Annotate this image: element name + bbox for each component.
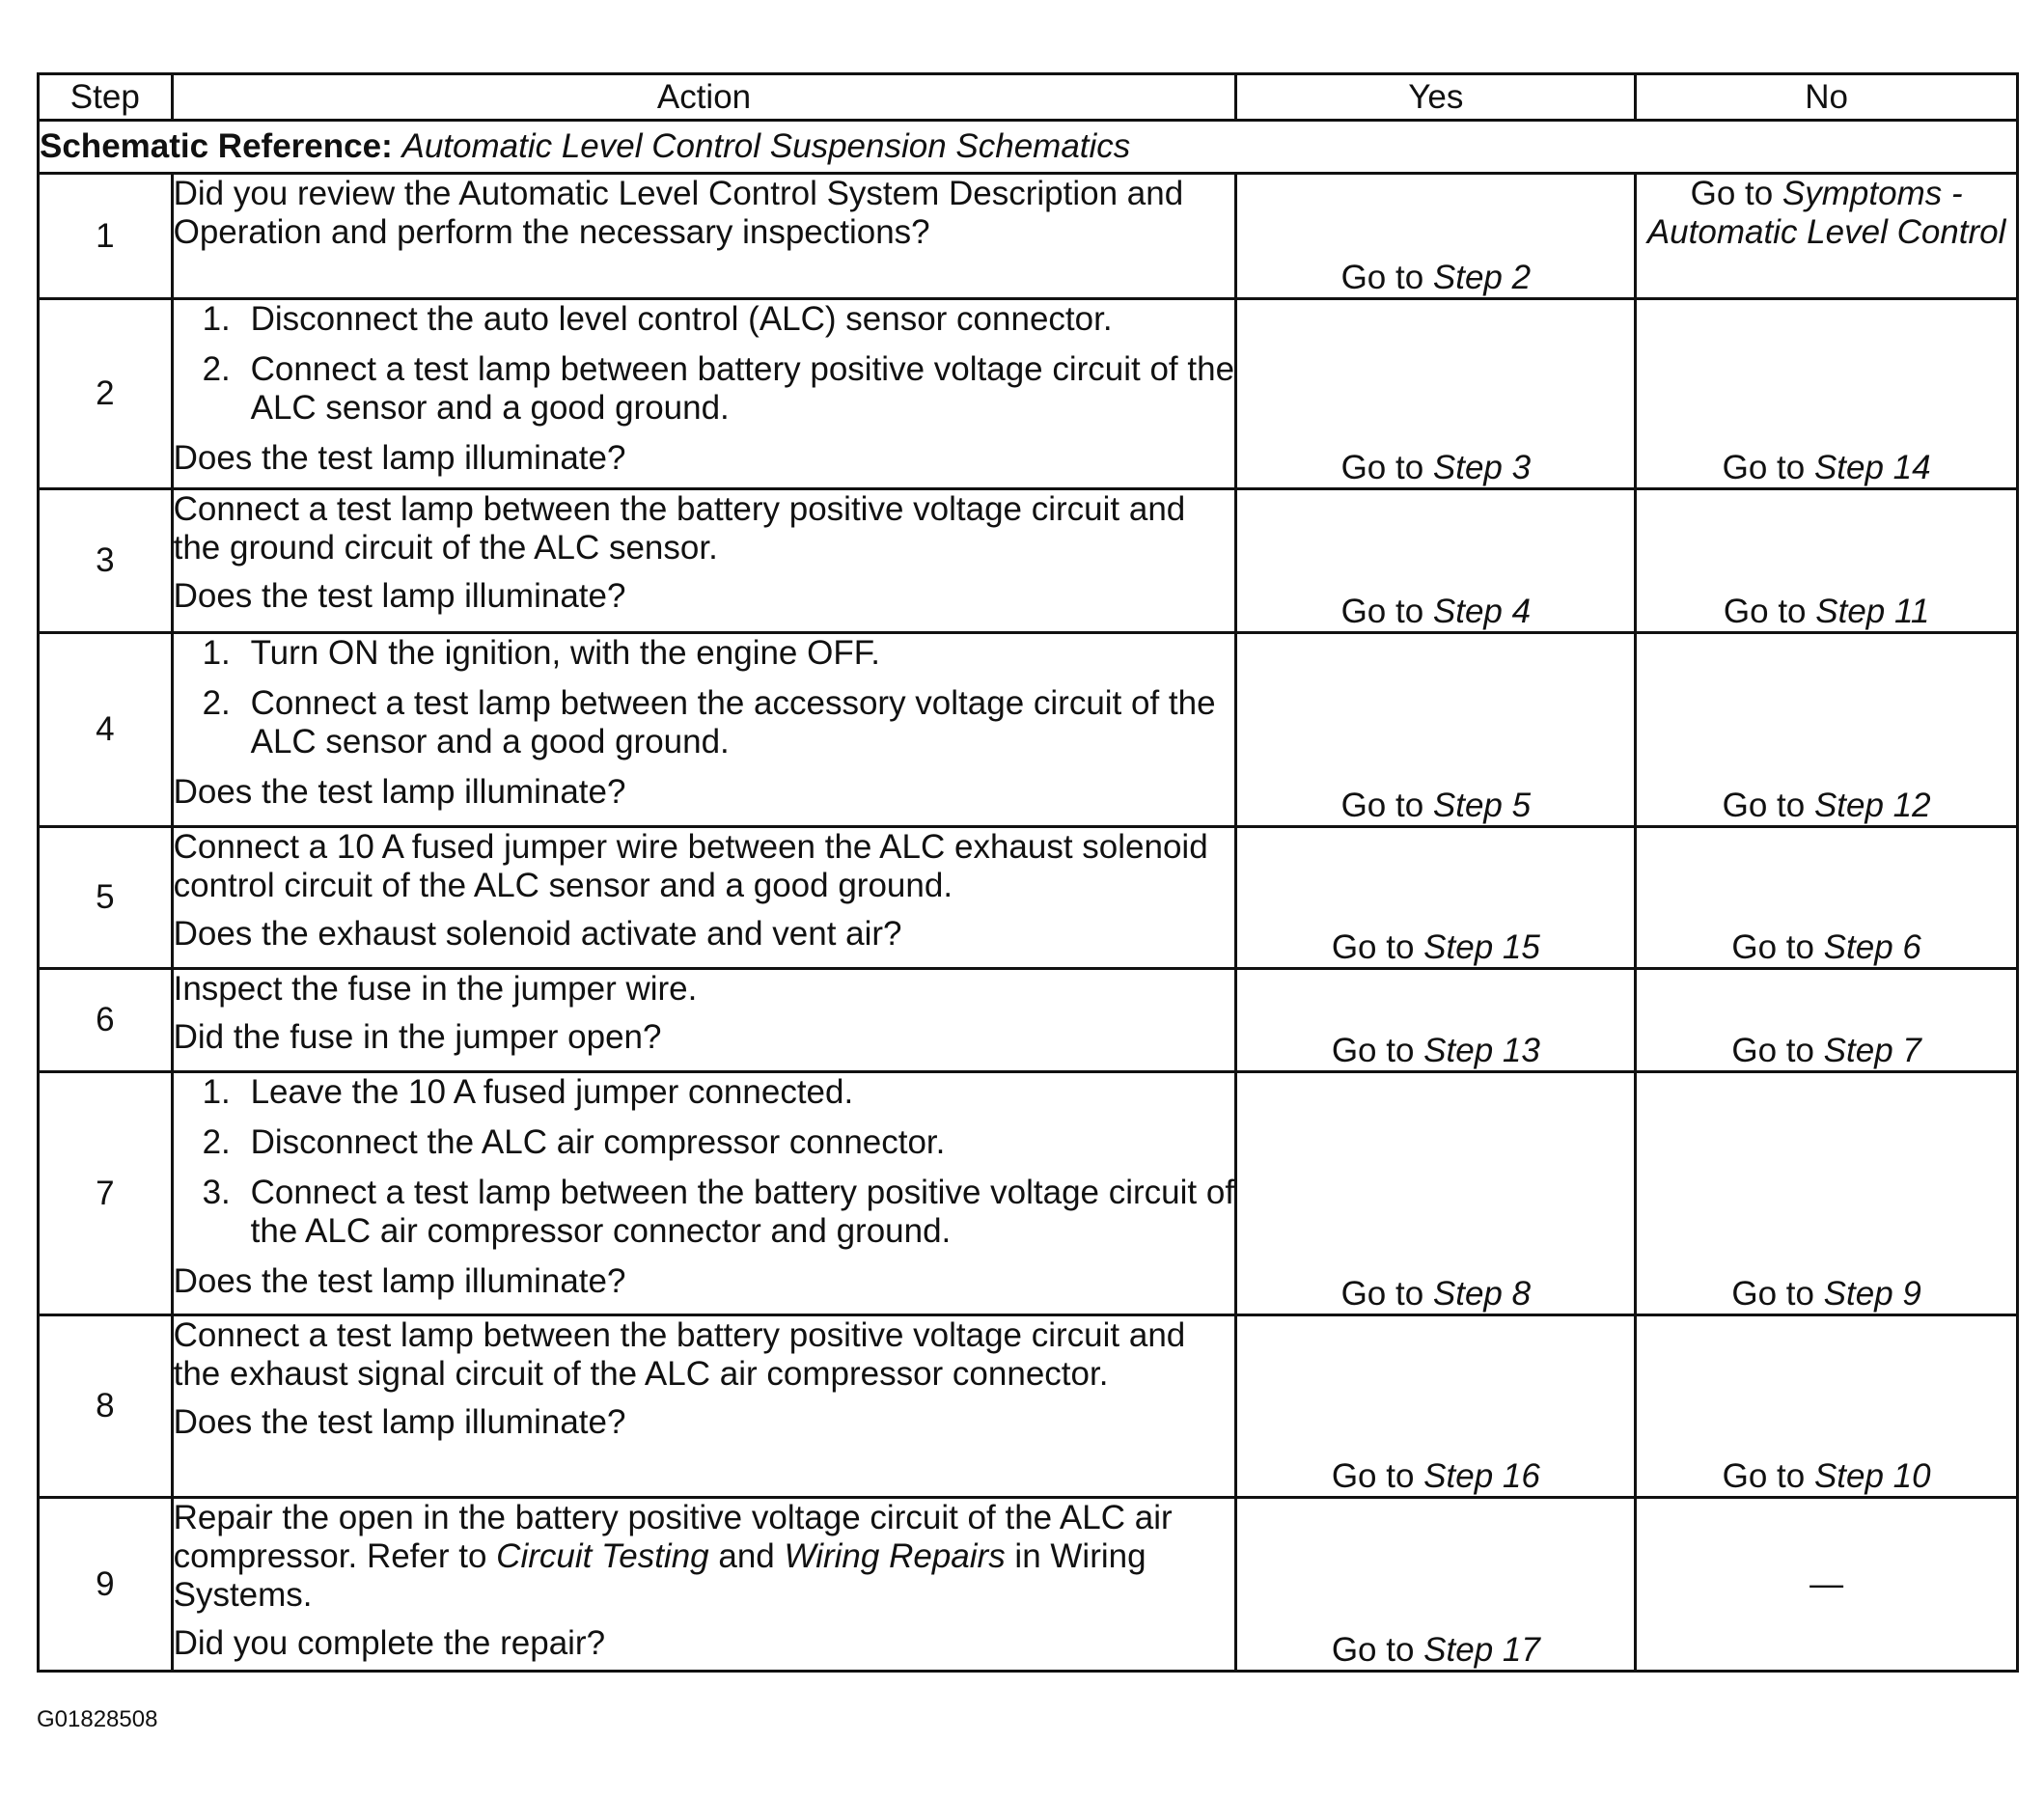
no-prefix: Go to bbox=[1723, 593, 1816, 630]
action-text: Did you review the Automatic Level Control System Description and Operation and perform the necessary inspections? bbox=[173, 175, 1184, 251]
yes-prefix: Go to bbox=[1331, 1457, 1424, 1495]
action-text: Inspect the fuse in the jumper wire. bbox=[173, 970, 698, 1008]
no-link: Symptoms - Automatic Level Control bbox=[1646, 175, 2006, 251]
no-cell bbox=[1636, 1072, 2018, 1315]
yes-prefix: Go to bbox=[1340, 449, 1433, 486]
yes-cell bbox=[1236, 969, 1636, 1072]
yes-cell bbox=[1236, 1315, 1636, 1498]
yes-link: Step 3 bbox=[1432, 449, 1532, 486]
diagnostic-table bbox=[37, 72, 2019, 1673]
action-text: Connect a test lamp between the battery positive voltage circuit and the ground circuit of the ALC sensor. bbox=[173, 490, 1186, 567]
step-number: 3 bbox=[39, 489, 173, 633]
yes-cell bbox=[1236, 299, 1636, 489]
action-question: Does the test lamp illuminate? bbox=[173, 439, 626, 477]
substep-list bbox=[174, 634, 1235, 761]
substep-text: Leave the 10 A fused jumper connected. bbox=[250, 1073, 854, 1111]
substep-list bbox=[174, 300, 1235, 428]
no-cell bbox=[1636, 174, 2018, 299]
header-yes: Yes bbox=[1236, 74, 1636, 121]
no-prefix: Go to bbox=[1722, 787, 1814, 824]
no-prefix: Go to bbox=[1722, 1457, 1814, 1495]
header-step: Step bbox=[39, 74, 173, 121]
action-cell bbox=[172, 633, 1236, 827]
header-action: Action bbox=[172, 74, 1236, 121]
no-link: Step 14 bbox=[1813, 449, 1931, 486]
substep-item: 1. Disconnect the auto level control (ALC) sensor connector. bbox=[202, 300, 1113, 338]
substep-text: Disconnect the auto level control (ALC) sensor connector. bbox=[250, 300, 1113, 338]
yes-prefix: Go to bbox=[1340, 259, 1433, 296]
no-link: Step 6 bbox=[1823, 928, 1921, 966]
yes-cell bbox=[1236, 633, 1636, 827]
action-question: Does the test lamp illuminate? bbox=[173, 577, 626, 615]
no-link: Step 9 bbox=[1823, 1275, 1921, 1313]
substep-list bbox=[174, 1073, 1235, 1251]
action-text: Connect a test lamp between the battery positive voltage circuit and the exhaust signal circuit of the ALC air compressor connector. bbox=[173, 1316, 1186, 1393]
yes-cell bbox=[1236, 1498, 1636, 1672]
action-question: Does the test lamp illuminate? bbox=[173, 1262, 626, 1300]
yes-prefix: Go to bbox=[1331, 1631, 1424, 1669]
step-number: 7 bbox=[39, 1072, 173, 1315]
no-cell bbox=[1636, 1315, 2018, 1498]
yes-link: Step 17 bbox=[1423, 1631, 1540, 1669]
table-row bbox=[39, 1315, 2018, 1498]
action-text bbox=[174, 1499, 1235, 1615]
step-number: 6 bbox=[39, 969, 173, 1072]
action-question: Does the test lamp illuminate? bbox=[173, 773, 626, 811]
action-cell bbox=[172, 174, 1236, 299]
yes-prefix: Go to bbox=[1331, 1032, 1424, 1069]
action-question: Does the exhaust solenoid activate and vent air? bbox=[173, 915, 902, 953]
step-number: 1 bbox=[39, 174, 173, 299]
no-cell bbox=[1636, 633, 2018, 827]
yes-prefix: Go to bbox=[1331, 928, 1424, 966]
yes-link: Step 8 bbox=[1432, 1275, 1532, 1313]
reference-label: Schematic Reference: bbox=[40, 127, 393, 165]
step-number: 5 bbox=[39, 827, 173, 969]
yes-link: Step 2 bbox=[1432, 259, 1532, 296]
wiring-repairs-reference: Wiring Repairs bbox=[784, 1537, 1006, 1575]
substep-item: 1. Turn ON the ignition, with the engine OFF. bbox=[202, 634, 880, 672]
no-link: Step 7 bbox=[1823, 1032, 1921, 1069]
yes-prefix: Go to bbox=[1340, 787, 1433, 824]
yes-cell bbox=[1236, 174, 1636, 299]
substep-text: Connect a test lamp between the accessory voltage circuit of the ALC sensor and a good ground. bbox=[250, 684, 1216, 761]
yes-prefix: Go to bbox=[1340, 1275, 1433, 1313]
action-text-part: in Wiring Systems. bbox=[173, 1537, 1146, 1614]
action-cell bbox=[172, 969, 1236, 1072]
yes-link: Step 4 bbox=[1432, 593, 1532, 630]
header-no: No bbox=[1636, 74, 2018, 121]
header-row bbox=[39, 74, 2018, 121]
action-text-part: Repair the open in the battery positive voltage circuit of the ALC air compressor. Refer to bbox=[173, 1499, 1173, 1575]
action-cell bbox=[172, 1072, 1236, 1315]
table-row bbox=[39, 1498, 2018, 1672]
substep-item: 2. Disconnect the ALC air compressor connector. bbox=[202, 1123, 946, 1161]
step-number: 4 bbox=[39, 633, 173, 827]
substep-text: Disconnect the ALC air compressor connector. bbox=[250, 1123, 946, 1161]
table-row bbox=[39, 827, 2018, 969]
action-question: Does the test lamp illuminate? bbox=[173, 1403, 626, 1441]
yes-cell bbox=[1236, 489, 1636, 633]
table-row bbox=[39, 1072, 2018, 1315]
action-cell bbox=[172, 1498, 1236, 1672]
table-row bbox=[39, 489, 2018, 633]
no-cell bbox=[1636, 489, 2018, 633]
no-prefix: Go to bbox=[1731, 1275, 1824, 1313]
yes-link: Step 16 bbox=[1423, 1457, 1540, 1495]
no-dash: — bbox=[1809, 1564, 1844, 1603]
table-row bbox=[39, 299, 2018, 489]
step-number: 8 bbox=[39, 1315, 173, 1498]
substep-item: 1. Leave the 10 A fused jumper connected. bbox=[202, 1073, 854, 1111]
no-cell bbox=[1636, 1498, 2018, 1672]
figure-id: G01828508 bbox=[37, 1706, 158, 1732]
no-link: Step 11 bbox=[1815, 593, 1930, 630]
circuit-testing-reference: Circuit Testing bbox=[496, 1537, 709, 1575]
action-cell bbox=[172, 827, 1236, 969]
no-cell bbox=[1636, 827, 2018, 969]
step-number: 2 bbox=[39, 299, 173, 489]
substep-item: 3. Connect a test lamp between the battery positive voltage circuit of the ALC air compressor connector and ground. bbox=[202, 1174, 1235, 1250]
no-prefix: Go to bbox=[1731, 1032, 1824, 1069]
no-link: Step 10 bbox=[1813, 1457, 1931, 1495]
reference-value: Automatic Level Control Suspension Schematics bbox=[401, 127, 1131, 165]
no-link: Step 12 bbox=[1813, 787, 1931, 824]
substep-text: Turn ON the ignition, with the engine OFF. bbox=[250, 634, 880, 672]
no-prefix: Go to bbox=[1731, 928, 1824, 966]
action-question: Did you complete the repair? bbox=[173, 1624, 606, 1662]
action-question: Did the fuse in the jumper open? bbox=[173, 1018, 662, 1056]
table-row bbox=[39, 633, 2018, 827]
table-row bbox=[39, 969, 2018, 1072]
action-cell bbox=[172, 489, 1236, 633]
yes-link: Step 13 bbox=[1423, 1032, 1540, 1069]
yes-cell bbox=[1236, 827, 1636, 969]
table-row bbox=[39, 174, 2018, 299]
no-prefix: Go to bbox=[1690, 175, 1782, 212]
step-number: 9 bbox=[39, 1498, 173, 1672]
yes-link: Step 15 bbox=[1423, 928, 1540, 966]
yes-cell bbox=[1236, 1072, 1636, 1315]
schematic-reference-row bbox=[39, 121, 2018, 174]
yes-prefix: Go to bbox=[1340, 593, 1433, 630]
substep-item: 2. Connect a test lamp between battery positive voltage circuit of the ALC sensor and a good ground. bbox=[202, 350, 1235, 427]
action-cell bbox=[172, 1315, 1236, 1498]
substep-item: 2. Connect a test lamp between the accessory voltage circuit of the ALC sensor and a good ground. bbox=[202, 684, 1216, 761]
action-cell bbox=[172, 299, 1236, 489]
yes-link: Step 5 bbox=[1432, 787, 1532, 824]
substep-text: Connect a test lamp between battery positive voltage circuit of the ALC sensor and a good ground. bbox=[250, 350, 1235, 427]
action-text: Connect a 10 A fused jumper wire between the ALC exhaust solenoid control circuit of the ALC sensor and a good ground. bbox=[173, 828, 1208, 904]
no-cell bbox=[1636, 969, 2018, 1072]
no-cell bbox=[1636, 299, 2018, 489]
no-prefix: Go to bbox=[1722, 449, 1814, 486]
schematic-reference bbox=[39, 121, 2018, 174]
substep-text: Connect a test lamp between the battery positive voltage circuit of the ALC air compressor connector and ground. bbox=[250, 1174, 1235, 1250]
action-text-part: and bbox=[708, 1537, 785, 1575]
